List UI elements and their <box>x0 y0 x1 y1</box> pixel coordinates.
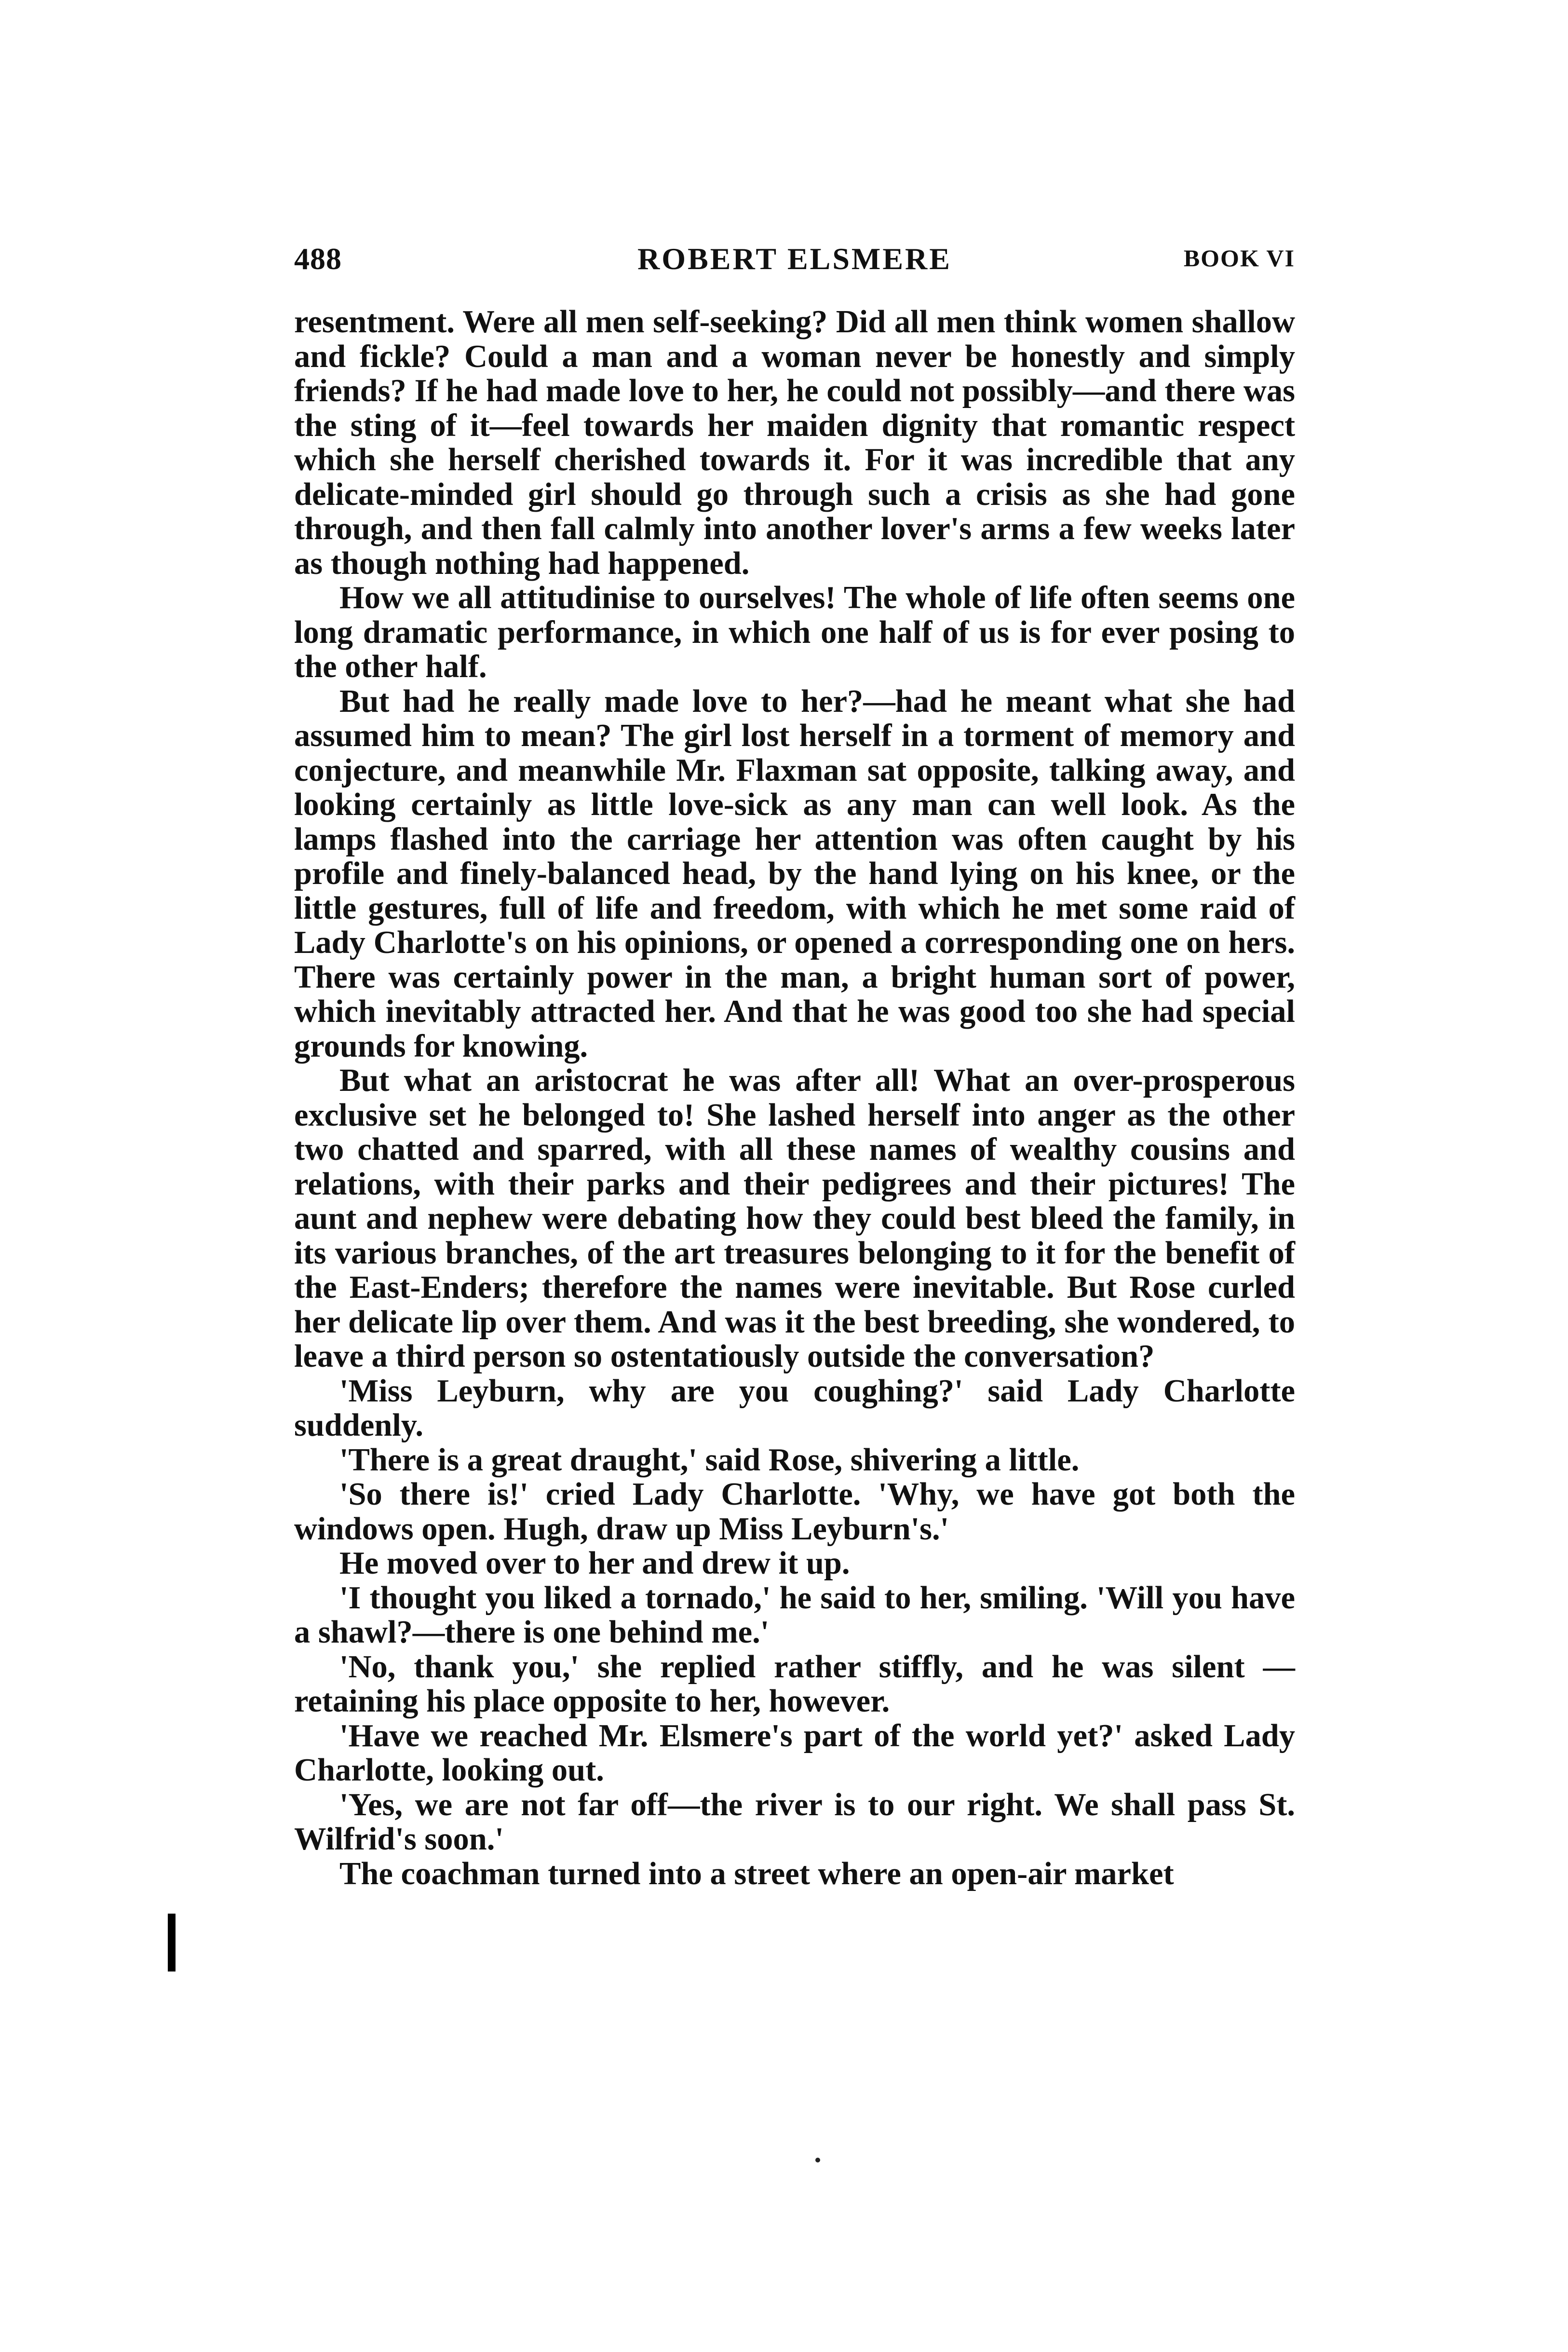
paragraph: 'There is a great draught,' said Rose, shivering a little. <box>339 1442 1080 1478</box>
paragraph: 'So there is!' cried Lady Charlotte. 'Why, we have got both the windows open. Hugh, draw up Miss Leyburn's.' <box>294 1477 1295 1547</box>
paragraph: But what an aristocrat he was after all! What an over-prosperous exclusive set he belonged to! She lashed herself into anger as the other two chatted and sparred, with all these names of wealthy cousins and relations, with their parks and their pedigrees and their pictures! The aunt and nephew were debating how they could best bleed the family, in its various branches, of the art treasures belonging to it for the benefit of the East-Enders; therefore the names were inevitable. But Rose curled her delicate lip over them. And was it the best breeding, she wondered, to leave a third person so ostentatiously outside the conversation? <box>294 1063 1295 1374</box>
paragraph: resentment. Were all men self-seeking? Did all men think women shallow and fickle? Could a man and a woman never be honestly and simply friends? If he had made love to her, he could not possibly—and there was the sting of it—feel towards her maiden dignity that romantic respect which she herself cherished towards it. For it was incredible that any delicate-minded girl should go through such a crisis as she had gone through, and then fall calmly into another lover's arms a few weeks later as though nothing had happened. <box>294 304 1295 581</box>
paragraph: 'Have we reached Mr. Elsmere's part of the world yet?' asked Lady Charlotte, looking out. <box>294 1718 1295 1788</box>
running-title: ROBERT ELSMERE <box>637 242 952 276</box>
page-body <box>294 305 1295 1891</box>
paragraph: But had he really made love to her?—had he meant what she had assumed him to mean? The girl lost herself in a torment of memory and conjecture, and meanwhile Mr. Flaxman sat opposite, talking away, and looking certainly as little love-sick as any man can well look. As the lamps flashed into the carriage her attention was often caught by his profile and finely-balanced head, by the hand lying on his knee, or the little gestures, full of life and freedom, with which he met some raid of Lady Charlotte's on his opinions, or opened a corresponding one on hers. There was certainly power in the man, a bright human sort of power, which inevitably attracted her. And that he was good too she had special grounds for knowing. <box>294 683 1295 1064</box>
paragraph: He moved over to her and drew it up. <box>339 1546 850 1581</box>
paragraph: 'Miss Leyburn, why are you coughing?' said Lady Charlotte suddenly. <box>294 1373 1295 1443</box>
paragraph: How we all attitudinise to ourselves! The whole of life often seems one long dramatic performance, in which one half of us is for ever posing to the other half. <box>294 580 1295 684</box>
stray-dot <box>815 2158 820 2162</box>
paragraph: 'Yes, we are not far off—the river is to our right. We shall pass St. Wilfrid's soon.' <box>294 1787 1295 1857</box>
page-number: 488 <box>294 242 342 276</box>
paragraph: The coachman turned into a street where an open-air market <box>339 1856 1174 1891</box>
paragraph: 'I thought you liked a tornado,' he said to her, smiling. 'Will you have a shawl?—there is one behind me.' <box>294 1580 1295 1650</box>
book-label: BOOK VI <box>1183 245 1295 272</box>
paragraph: 'No, thank you,' she replied rather stiffly, and he was silent —retaining his place opposite to her, however. <box>294 1649 1295 1719</box>
margin-marker-icon <box>168 1914 176 1971</box>
page-header <box>294 241 1295 285</box>
